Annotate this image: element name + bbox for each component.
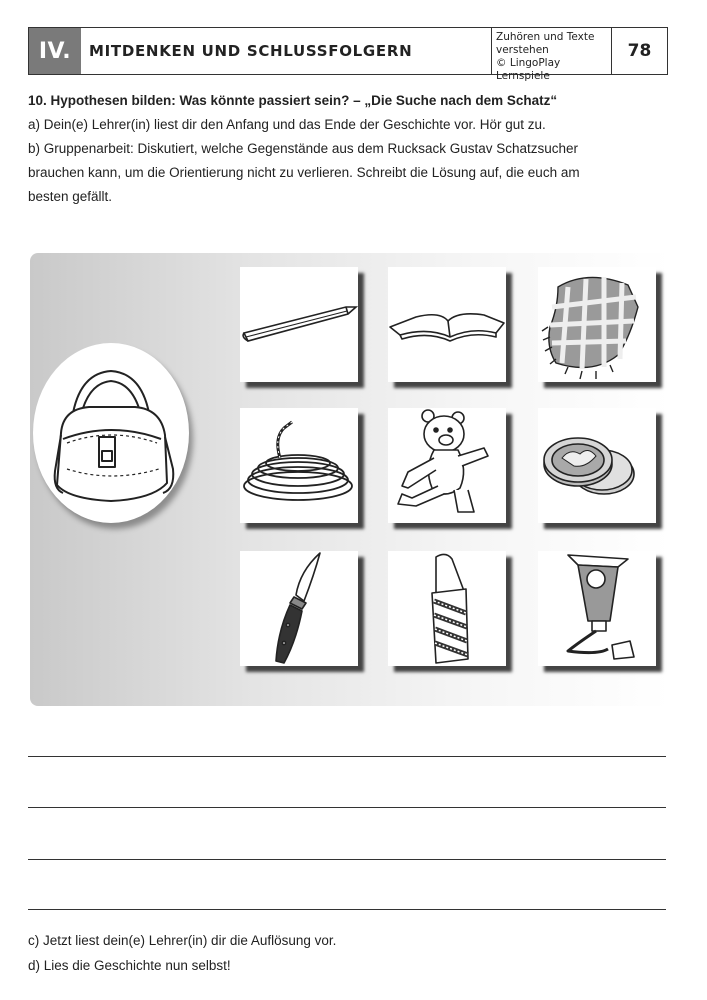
chapter-title: MITDENKEN UND SCHLUSSFOLGERN <box>81 28 492 74</box>
backpack-icon <box>33 343 189 523</box>
notebook-icon <box>388 267 506 382</box>
chapter-number: IV. <box>29 28 81 74</box>
instruction-b-line2: brauchen kann, um die Orientierung nicht zu verlieren. Schreibt die Lösung auf, die euch am <box>28 165 580 180</box>
page-number: 78 <box>627 41 652 61</box>
copyright-line: © LingoPlay Lernspiele <box>496 57 561 82</box>
subject-line: verstehen <box>496 44 549 56</box>
blanket-icon <box>538 267 656 382</box>
rope-icon <box>240 408 358 523</box>
worksheet-header <box>28 27 668 82</box>
subject-box <box>492 28 612 82</box>
subject-line: Zuhören und Texte <box>496 31 595 43</box>
knife-icon <box>240 551 358 666</box>
instruction-b-line1: b) Gruppenarbeit: Diskutiert, welche Gegenstände aus dem Rucksack Gustav Schatzsucher <box>28 141 579 156</box>
toothpaste-icon <box>538 551 656 666</box>
instruction-d: d) Lies die Geschichte nun selbst! <box>28 958 231 973</box>
instruction-b-line3: besten gefällt. <box>28 189 113 204</box>
answer-line[interactable] <box>28 859 666 860</box>
coins-icon <box>538 408 656 523</box>
pencil-icon <box>240 267 358 382</box>
instruction-a: a) Dein(e) Lehrer(in) liest dir den Anfang und das Ende der Geschichte vor. Hör gut zu. <box>28 117 546 132</box>
folded-knife-icon <box>388 551 506 666</box>
answer-line[interactable] <box>28 909 666 910</box>
instruction-c: c) Jetzt liest dein(e) Lehrer(in) dir die Auflösung vor. <box>28 933 337 948</box>
answer-line[interactable] <box>28 756 666 757</box>
answer-line[interactable] <box>28 807 666 808</box>
task-title: 10. Hypothesen bilden: Was könnte passiert sein? – „Die Suche nach dem Schatz“ <box>28 93 558 108</box>
teddy-bear-icon <box>388 408 506 523</box>
